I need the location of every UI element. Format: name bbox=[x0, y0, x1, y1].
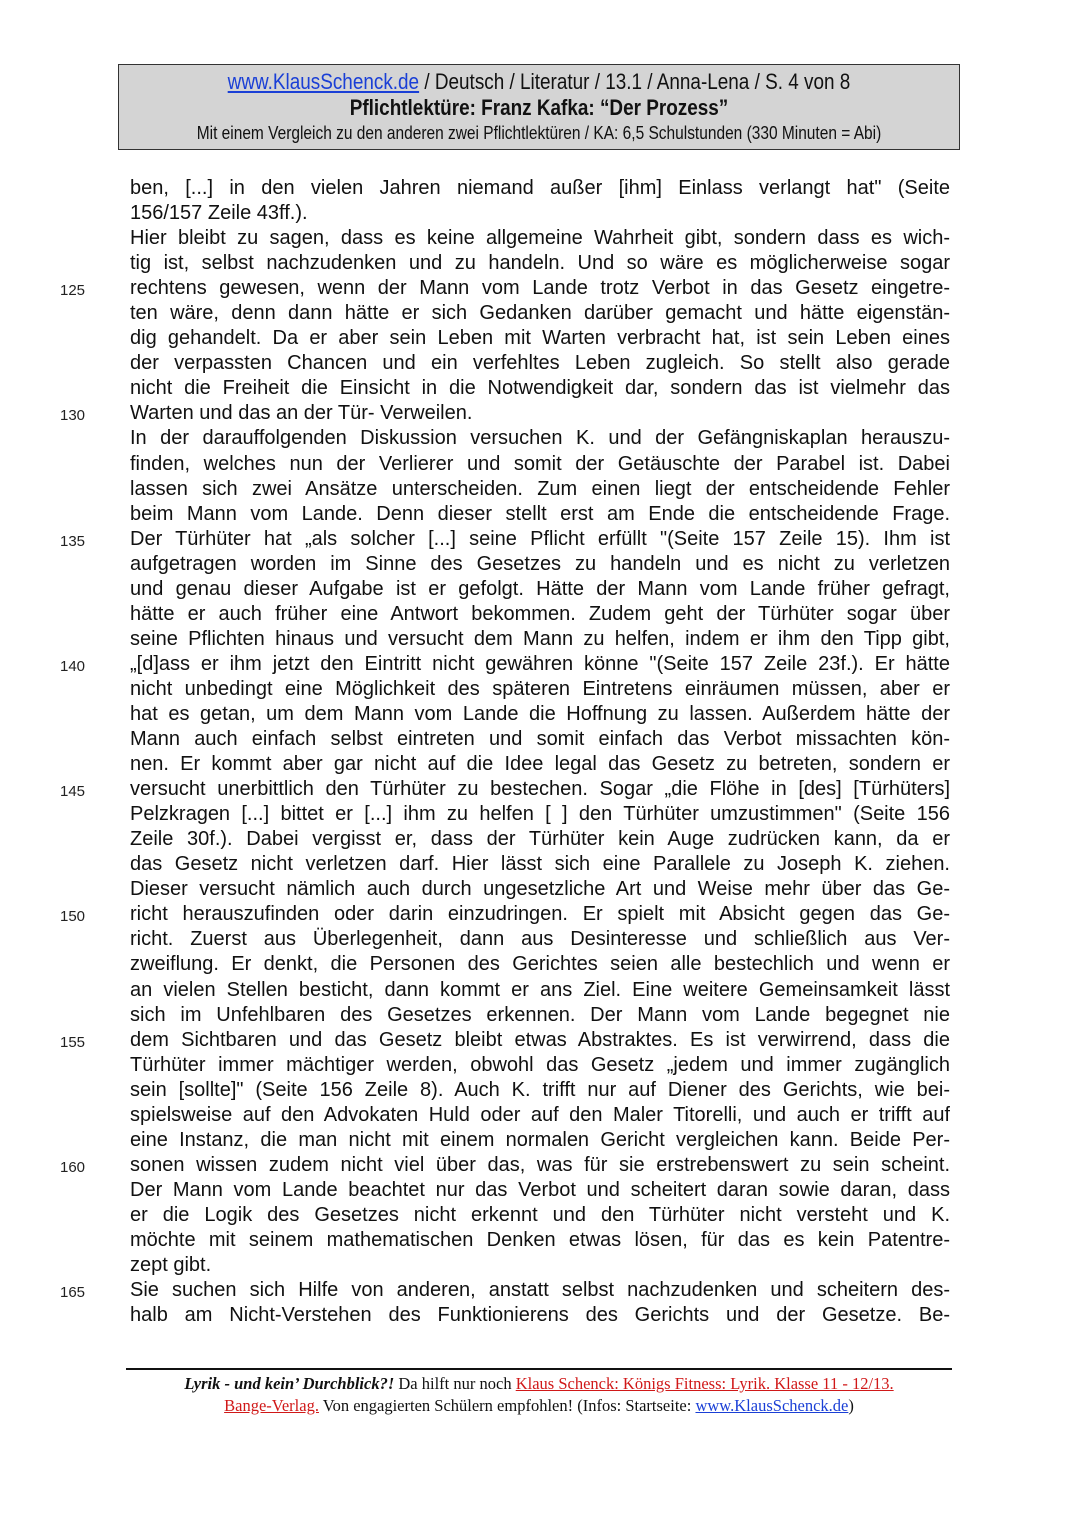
text-line bbox=[0, 927, 1080, 952]
text-line bbox=[0, 677, 1080, 702]
text-line bbox=[0, 1178, 1080, 1203]
text-line bbox=[0, 226, 1080, 251]
line-text: Der Mann vom Lande beachtet nur das Verbot und scheitert daran sowie daran, dass bbox=[130, 1178, 950, 1201]
text-line bbox=[0, 376, 1080, 401]
footer-text-2: Von engagierten Schülern empfohlen! (Infos: Startseite: bbox=[318, 1396, 696, 1415]
line-text: nicht die Freiheit die Einsicht in die Notwendigkeit dar, sondern das ist vielmehr das bbox=[130, 377, 950, 400]
text-line bbox=[0, 276, 1080, 301]
line-text: tig ist, selbst nachzudenken und zu handeln. Und so wäre es möglicherweise sogar bbox=[130, 252, 950, 275]
line-text: Der Türhüter hat „als solcher [...] seine Pflicht erfüllt "(Seite 157 Zeile 15). Ihm ist bbox=[130, 527, 950, 550]
header-breadcrumb-line bbox=[178, 69, 900, 95]
line-text: Mann auch einfach selbst eintreten und somit einfach das Verbot missachten kön- bbox=[130, 728, 950, 751]
line-text: halb am Nicht-Verstehen des Funktionierens des Gerichts und der Gesetze. Be- bbox=[130, 1304, 950, 1327]
line-text: aufgetragen worden im Sinne des Gesetzes zu handeln und es nicht zu verletzen bbox=[130, 552, 950, 575]
text-line bbox=[0, 1303, 1080, 1328]
text-line bbox=[0, 176, 1080, 201]
line-text: dem Sichtbaren und das Gesetz bleibt etwas Abstraktes. Es ist verwirrend, dass die bbox=[130, 1028, 950, 1051]
line-number: 150 bbox=[60, 908, 86, 926]
text-line bbox=[0, 978, 1080, 1003]
text-line bbox=[0, 477, 1080, 502]
text-line bbox=[0, 702, 1080, 727]
line-text: zweiflung. Er denkt, die Personen des Gerichtes seien alle bestechlich und wenn er bbox=[130, 953, 950, 976]
line-text: der verpassten Chancen und ein verfehltes Leben zugleich. So stellt also gerade bbox=[130, 352, 950, 375]
line-text: dig gehandelt. Da er aber sein Leben mit Warten verbracht hat, ist sein Leben eines bbox=[130, 327, 950, 350]
header-subtitle: Mit einem Vergleich zu den anderen zwei Pflichtlektüren / KA: 6,5 Schulstunden (330 Minuten = Abi) bbox=[196, 123, 882, 143]
line-text: sonen wissen zudem nicht viel über das, was für sie erstrebenswert zu sein scheint. bbox=[130, 1153, 950, 1176]
text-line bbox=[0, 577, 1080, 602]
line-text: nen. Er kommt aber gar nicht auf die Idee legal das Gesetz zu betreten, sondern er bbox=[130, 753, 950, 776]
footer-publisher-link[interactable]: Bange-Verlag. bbox=[224, 1396, 319, 1415]
line-number: 135 bbox=[60, 532, 86, 550]
line-text: finden, welches nun der Verlierer und somit der Getäuschte der Parabel ist. Dabei bbox=[130, 452, 950, 475]
line-number: 165 bbox=[60, 1284, 86, 1302]
text-line bbox=[0, 1003, 1080, 1028]
text-line bbox=[0, 1103, 1080, 1128]
footer-divider bbox=[126, 1368, 952, 1370]
line-text: sein [sollte]" (Seite 156 Zeile 8). Auch K. trifft nur auf Diener des Gerichts, wie bei- bbox=[130, 1078, 950, 1101]
text-line bbox=[0, 1128, 1080, 1153]
line-text: und genau dieser Aufgabe ist er gefolgt. Hätte der Mann vom Lande früher gefragt, bbox=[130, 577, 950, 600]
line-text: er die Logik des Gesetzes nicht erkennt und den Türhüter nicht versteht und K. bbox=[130, 1203, 950, 1226]
line-text: richt herauszufinden oder darin einzudringen. Er spielt mit Absicht gegen das Ge- bbox=[130, 903, 950, 926]
line-text: beim Mann vom Lande. Denn dieser stellt erst am Ende die entscheidende Frage. bbox=[130, 502, 950, 525]
text-line bbox=[0, 852, 1080, 877]
line-text: versucht unerbittlich den Türhüter zu bestechen. Sogar „die Flöhe in [des] [Türhüters] bbox=[130, 778, 950, 801]
text-line bbox=[0, 1078, 1080, 1103]
page-header bbox=[118, 64, 960, 150]
text-line bbox=[0, 627, 1080, 652]
text-line bbox=[0, 301, 1080, 326]
text-line bbox=[0, 902, 1080, 927]
line-text: richt. Zuerst aus Überlegenheit, dann aus Desinteresse und schließlich aus Ver- bbox=[130, 928, 950, 951]
line-text: ben, [...] in den vielen Jahren niemand außer [ihm] Einlass verlangt hat" (Seite bbox=[130, 177, 950, 199]
footer-text-3: ) bbox=[848, 1396, 854, 1415]
line-text: Zeile 30f.). Dabei vergisst er, dass der Türhüter kein Auge zudrücken kann, da er bbox=[130, 828, 950, 851]
text-line bbox=[0, 802, 1080, 827]
text-line bbox=[0, 652, 1080, 677]
text-line bbox=[0, 777, 1080, 802]
line-text: möchte mit seinem mathematischen Denken etwas lösen, für das es kein Patentre- bbox=[130, 1228, 950, 1251]
header-title: Pflichtlektüre: Franz Kafka: “Der Prozess” bbox=[349, 95, 729, 120]
line-text: Warten und das an der Tür- Verweilen. bbox=[130, 402, 473, 425]
text-line bbox=[0, 527, 1080, 552]
text-line bbox=[0, 1253, 1080, 1278]
line-number: 125 bbox=[60, 282, 86, 300]
text-line bbox=[0, 351, 1080, 376]
header-site-link[interactable]: www.KlausSchenck.de bbox=[227, 69, 420, 94]
text-line bbox=[0, 552, 1080, 577]
text-line bbox=[0, 827, 1080, 852]
text-line bbox=[0, 251, 1080, 276]
line-text: 156/157 Zeile 43ff.). bbox=[130, 202, 308, 225]
footer-text-1: Da hilft nur noch bbox=[394, 1374, 516, 1393]
line-text: nicht unbedingt eine Möglichkeit des späteren Eintretens einräumen müssen, aber er bbox=[130, 677, 950, 700]
line-text: das Gesetz nicht verletzen darf. Hier lässt sich eine Parallele zu Joseph K. ziehen. bbox=[130, 853, 950, 876]
line-text: hat es getan, um dem Mann vom Lande die Hoffnung zu lassen. Außerdem hätte der bbox=[130, 702, 950, 725]
text-line bbox=[0, 201, 1080, 226]
line-text: „[d]ass er ihm jetzt den Eintritt nicht gewähren könne "(Seite 157 Zeile 23f.). Er hätte bbox=[130, 652, 950, 675]
line-text: eine Instanz, die man nicht mit einem normalen Gericht vergleichen kann. Beide Per- bbox=[130, 1128, 950, 1151]
line-text: an vielen Stellen besticht, dann kommt er ans Ziel. Eine weitere Gemeinsamkeit lässt bbox=[130, 978, 950, 1001]
page-footer bbox=[126, 1373, 952, 1417]
text-line bbox=[0, 1028, 1080, 1053]
text-line bbox=[0, 502, 1080, 527]
text-line bbox=[0, 1278, 1080, 1303]
text-line bbox=[0, 727, 1080, 752]
text-line bbox=[0, 877, 1080, 902]
line-number: 155 bbox=[60, 1033, 86, 1051]
text-line bbox=[0, 452, 1080, 477]
line-text: spielsweise auf den Advokaten Huld oder auf den Maler Titorelli, und auch er trifft auf bbox=[130, 1103, 950, 1126]
line-text: In der darauffolgenden Diskussion versuchen K. und der Gefängniskaplan herauszu- bbox=[130, 427, 950, 450]
text-line bbox=[0, 952, 1080, 977]
line-text: ten wäre, denn dann hätte er sich Gedanken darüber gemacht und hätte eigenstän- bbox=[130, 302, 950, 325]
text-line bbox=[0, 401, 1080, 426]
line-text: rechtens gewesen, wenn der Mann vom Lande trotz Verbot in das Gesetz eingetre- bbox=[130, 277, 950, 300]
line-number: 140 bbox=[60, 657, 86, 675]
line-text: Pelzkragen [...] bittet er [...] ihm zu helfen [ ] den Türhüter umzustimmen" (Seite 156 bbox=[130, 803, 950, 826]
line-text: seine Pflichten hinaus und versucht dem Mann zu helfen, indem er ihm den Tipp gibt, bbox=[130, 627, 950, 650]
text-line bbox=[0, 1153, 1080, 1178]
line-number: 130 bbox=[60, 407, 86, 425]
text-line bbox=[0, 426, 1080, 451]
text-line bbox=[0, 1053, 1080, 1078]
footer-book-link[interactable]: Klaus Schenck: Königs Fitness: Lyrik. Klasse 11 - 12/13. bbox=[515, 1374, 894, 1393]
text-line bbox=[0, 602, 1080, 627]
line-text: sich im Unfehlbaren des Gesetzes erkennen. Der Mann vom Lande begegnet nie bbox=[130, 1003, 950, 1026]
line-text: Hier bleibt zu sagen, dass es keine allgemeine Wahrheit gibt, sondern dass es wich- bbox=[130, 227, 950, 250]
text-line bbox=[0, 326, 1080, 351]
text-line bbox=[0, 1203, 1080, 1228]
line-number: 160 bbox=[60, 1158, 86, 1176]
footer-site-link[interactable]: www.KlausSchenck.de bbox=[695, 1396, 849, 1415]
header-breadcrumb: / Deutsch / Literatur / 13.1 / Anna-Lena / S. 4 von 8 bbox=[419, 69, 851, 94]
line-text: Sie suchen sich Hilfe von anderen, anstatt selbst nachzudenken und scheitern des- bbox=[130, 1279, 950, 1302]
body-text bbox=[0, 176, 1080, 1328]
line-text: lassen sich zwei Ansätze unterscheiden. Zum einen liegt der entscheidende Fehler bbox=[130, 477, 950, 500]
line-text: Türhüter immer mächtiger werden, obwohl das Gesetz „jedem und immer zugänglich bbox=[130, 1053, 950, 1076]
line-number: 145 bbox=[60, 783, 86, 801]
text-line bbox=[0, 752, 1080, 777]
line-text: zept gibt. bbox=[130, 1254, 212, 1277]
footer-slogan: Lyrik - und kein’ Durchblick?! bbox=[184, 1374, 395, 1393]
line-text: Dieser versucht nämlich auch durch ungesetzliche Art und Weise mehr über das Ge- bbox=[130, 878, 950, 901]
line-text: hätte er auch früher eine Antwort bekommen. Zudem geht der Türhüter sogar über bbox=[130, 602, 950, 625]
text-line bbox=[0, 1228, 1080, 1253]
